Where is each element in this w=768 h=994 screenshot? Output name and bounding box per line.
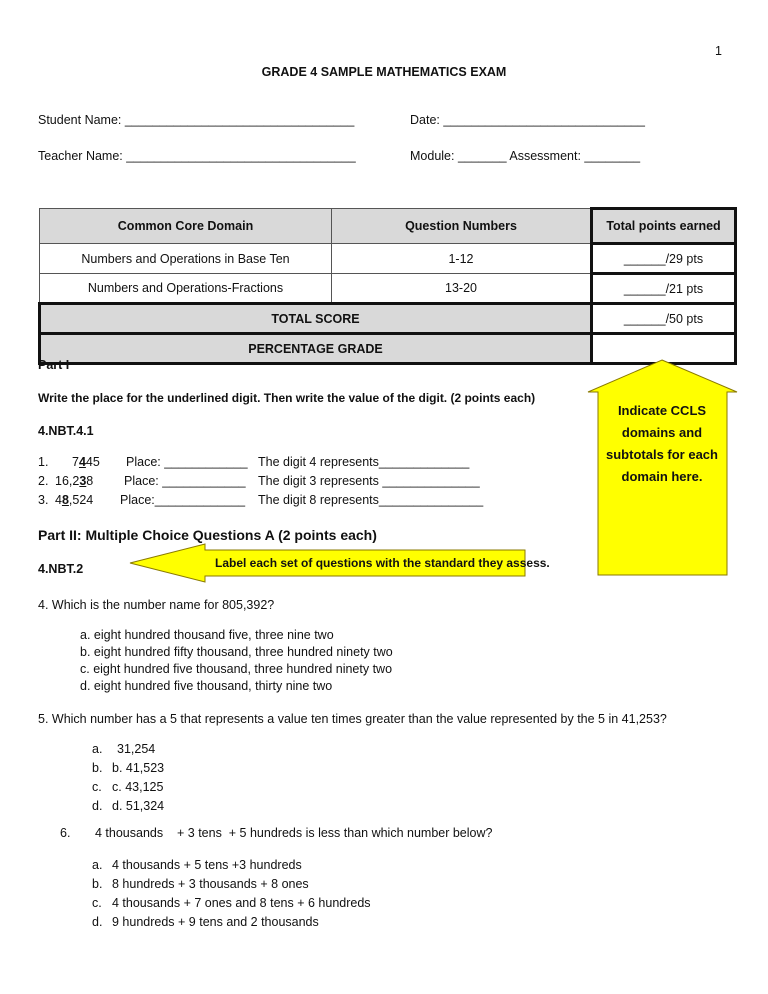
header-questions: Question Numbers bbox=[332, 209, 592, 244]
question-4: 4. Which is the number name for 805,392? bbox=[38, 598, 275, 612]
list-item: 1. 7445 Place: ____________ The digit 4 represents_____________ bbox=[38, 455, 470, 469]
list-item: 2. 16,238 Place: ____________ The digit 3 represents ______________ bbox=[38, 474, 480, 488]
questions-cell: 1-12 bbox=[332, 244, 592, 274]
option[interactable]: c. eight hundred five thousand, three hundred ninety two bbox=[80, 662, 393, 676]
part1-title: Part I bbox=[38, 358, 70, 372]
module-assessment-field[interactable]: Module: _______ Assessment: ________ bbox=[410, 149, 641, 163]
option[interactable]: a. eight hundred thousand five, three nine two bbox=[80, 628, 334, 642]
option[interactable]: d. eight hundred five thousand, thirty nine two bbox=[80, 679, 333, 693]
header-domain: Common Core Domain bbox=[40, 209, 332, 244]
header-points: Total points earned bbox=[592, 209, 736, 244]
option[interactable]: d. 9 hundreds + 9 tens and 2 thousands bbox=[92, 915, 319, 929]
option[interactable]: c. 4 thousands + 7 ones and 8 tens + 6 hundreds bbox=[92, 896, 371, 910]
up-arrow-callout-text: Indicate CCLS domains and subtotals for each domain here. bbox=[606, 403, 718, 484]
left-arrow-callout-text: Label each set of questions with the standard they assess. bbox=[215, 556, 550, 570]
total-score-label: TOTAL SCORE bbox=[40, 304, 592, 334]
domain-cell: Numbers and Operations in Base Ten bbox=[40, 244, 332, 274]
part2-standard: 4.NBT.2 bbox=[38, 562, 84, 576]
total-score-value[interactable]: ______/50 pts bbox=[592, 304, 736, 334]
option[interactable]: a. 31,254 bbox=[92, 742, 156, 756]
part1-instruction: Write the place for the underlined digit. Then write the value of the digit. (2 points each) bbox=[38, 391, 536, 405]
points-cell[interactable]: ______/21 pts bbox=[592, 274, 736, 304]
date-field[interactable]: Date: _____________________________ bbox=[410, 113, 645, 127]
option[interactable]: d. d. 51,324 bbox=[92, 799, 165, 813]
question-5: 5. Which number has a 5 that represents a value ten times greater than the value represented by the 5 in 41,253? bbox=[38, 712, 667, 726]
part1-standard: 4.NBT.4.1 bbox=[38, 424, 94, 438]
question-6: 6. 4 thousands + 3 tens + 5 hundreds is less than which number below? bbox=[60, 826, 493, 840]
points-cell[interactable]: ______/29 pts bbox=[592, 244, 736, 274]
percentage-grade-label: PERCENTAGE GRADE bbox=[40, 334, 592, 364]
teacher-name-field[interactable]: Teacher Name: _________________________________ bbox=[38, 149, 356, 163]
exam-title: GRADE 4 SAMPLE MATHEMATICS EXAM bbox=[261, 65, 507, 79]
option[interactable]: b. eight hundred fifty thousand, three hundred ninety two bbox=[80, 645, 393, 659]
option[interactable]: a. 4 thousands + 5 tens +3 hundreds bbox=[92, 858, 302, 872]
page-number: 1 bbox=[715, 44, 722, 58]
part2-title: Part II: Multiple Choice Questions A (2 points each) bbox=[38, 527, 377, 543]
option[interactable]: b. 8 hundreds + 3 thousands + 8 ones bbox=[92, 877, 309, 891]
domain-cell: Numbers and Operations-Fractions bbox=[40, 274, 332, 304]
list-item: 3. 48,524 Place:_____________ The digit 8 represents_______________ bbox=[38, 493, 484, 507]
option[interactable]: c. c. 43,125 bbox=[92, 780, 164, 794]
questions-cell: 13-20 bbox=[332, 274, 592, 304]
option[interactable]: b. b. 41,523 bbox=[92, 761, 165, 775]
student-name-field[interactable]: Student Name: _________________________________ bbox=[38, 113, 355, 127]
